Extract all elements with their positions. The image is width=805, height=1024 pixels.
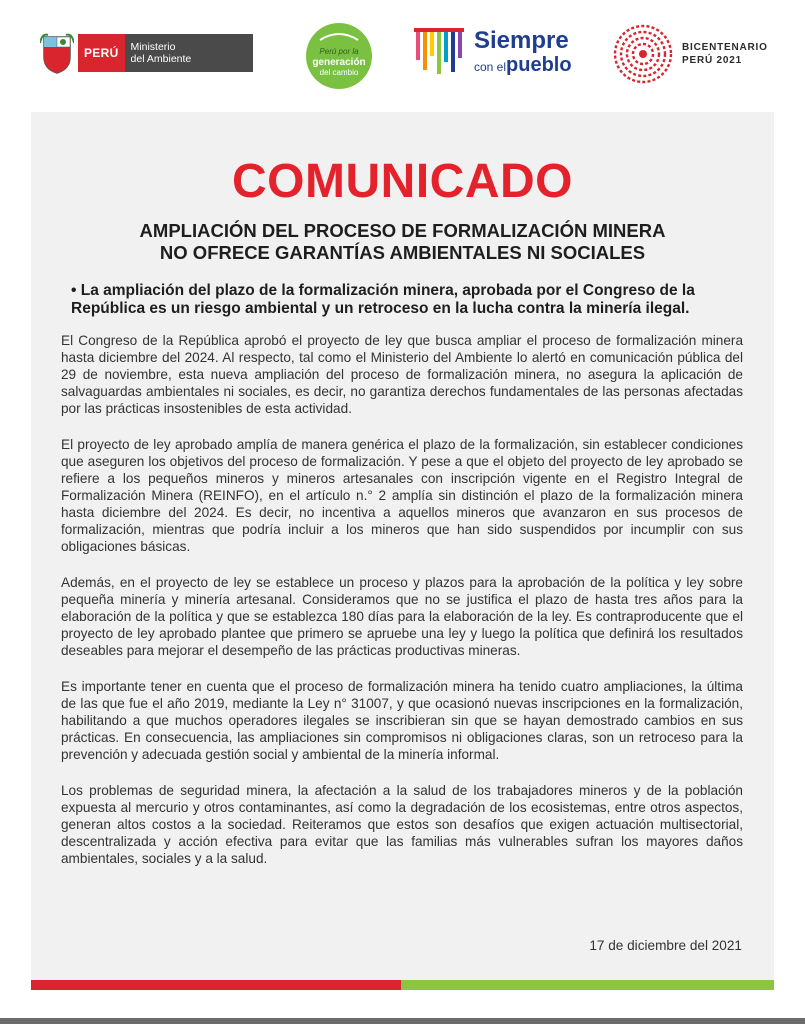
ministry-line-1: Ministerio (130, 41, 176, 53)
gen-line-2: generación (312, 57, 366, 68)
footer-green-segment (401, 980, 774, 990)
ministry-name (125, 34, 253, 72)
body-paragraph-2: El proyecto de ley aprobado amplía de manera genérica el plazo de la formalización, sin establecer condiciones que aseguren los objetivos del proceso de formalización. Y pese a que el objeto del proyecto de ley aprobado se refiere a los pequeños mineros y mineros artesanales con inscripción vigente en el Registro Integral de Formalización Minera (REINFO), en el artículo n.° 2 amplía sin distinción el plazo de la formalización minera hasta diciembre del 2024. Es decir, no incentiva a aquellos mineros que avanzaron en sus procesos de formalización, mientras que podría incluir a los mineros que han sido suspendidos por incumplir con sus obligaciones básicas. (61, 437, 743, 554)
siempre-line-2-small: con el (474, 60, 507, 74)
footer-red-segment (31, 980, 401, 990)
generacion-del-cambio-logo (302, 20, 376, 90)
document-body (61, 332, 743, 886)
footer-color-bar (31, 980, 774, 990)
bicentenario-line-1: BICENTENARIO (682, 42, 768, 53)
siempre-line-2-big: pueblo (506, 54, 572, 76)
gen-line-1: Perú por la (319, 47, 359, 56)
bicentenario-rosette-icon (612, 23, 674, 85)
ministry-line-2: del Ambiente (130, 53, 192, 65)
body-paragraph-1: El Congreso de la República aprobó el proyecto de ley que busca ampliar el proceso de formalización minera hasta diciembre del 2024. Al respecto, tal como el Ministerio del Ambiente lo alertó en comunicación pública del 29 de noviembre, esta nueva ampliación del proceso de formalización minera, no asegura la aplicación de salvaguardas ambientales ni sociales, es decir, no garantiza derechos fundamentales de las personas afectadas por las prácticas insostenibles de esta actividad. (61, 333, 743, 416)
bicentenario-logo (612, 22, 768, 86)
coat-of-arms-icon (40, 31, 74, 75)
document-date: 17 de diciembre del 2021 (589, 938, 742, 953)
gen-line-3: del cambio (319, 68, 359, 77)
bicentenario-text (682, 41, 768, 67)
siempre-text (474, 29, 572, 75)
body-paragraph-3: Además, en el proyecto de ley se establece un proceso y plazos para la aprobación de la política y ley sobre pequeña minería y minería artesanal. Consideramos que no se justifica el plazo de hasta tres años para la elaboración de la política y que se establezca 180 días para la elaboración de la ley. Es contraproducente que el proyecto de ley aprobado plantee que primero se apruebe una ley y luego la política que definirá los resultados deseables para mejorar el desempeño de las prácticas productivas mineras. (61, 575, 743, 658)
subtitle-line-2: NO OFRECE GARANTÍAS AMBIENTALES NI SOCIALES (159, 242, 646, 263)
summary-bullet: • La ampliación del plazo de la formalización minera, aprobada por el Congreso de la República es un riesgo ambiental y un retroceso en la lucha contra la minería ilegal. (71, 282, 695, 317)
bicentenario-line-2: PERÚ 2021 (682, 55, 743, 66)
subtitle-line-1: AMPLIACIÓN DEL PROCESO DE FORMALIZACIÓN MINERA (139, 220, 666, 241)
logo-header (0, 0, 805, 108)
siempre-con-el-pueblo-logo (414, 26, 572, 78)
color-stripes-icon (414, 26, 468, 78)
siempre-line-1: Siempre (474, 27, 569, 54)
body-paragraph-4: Es importante tener en cuenta que el proceso de formalización minera ha tenido cuatro ampliaciones, la última de las que fue el año 2019, mediante la Ley n° 31007, y que ocasionó nuevas inscripciones en la formalización, habilitando a que muchos operadores ilegales se inscribieran sin que se hayan demostrado cambios en sus prácticas. En consecuencia, las ampliaciones sin compromisos ni obligaciones claras, son un retroceso para la prevención y adecuada gestión social y ambiental de la minería informal. (61, 679, 743, 762)
bottom-edge (0, 1018, 805, 1024)
body-paragraph-5: Los problemas de seguridad minera, la afectación a la salud de los trabajadores mineros y de la población expuesta al mercurio y otros contaminantes, así como la degradación de los ecosistemas, entre otros aspectos, generan altos costos a la sociedad. Reiteramos que estos son desafíos que exigen actuación multisectorial, descentralizada y acción efectiva para evitar que las familias más vulnerables sufran los mayores daños ambientales, sociales y a la salud. (61, 783, 743, 866)
comunicado-card (31, 112, 774, 984)
peru-ministerio-ambiente-logo (40, 31, 253, 75)
peru-label: PERÚ (78, 34, 125, 72)
document-subtitle (91, 220, 714, 264)
document-title: COMUNICADO (232, 155, 573, 208)
siempre-line-2 (474, 55, 572, 75)
